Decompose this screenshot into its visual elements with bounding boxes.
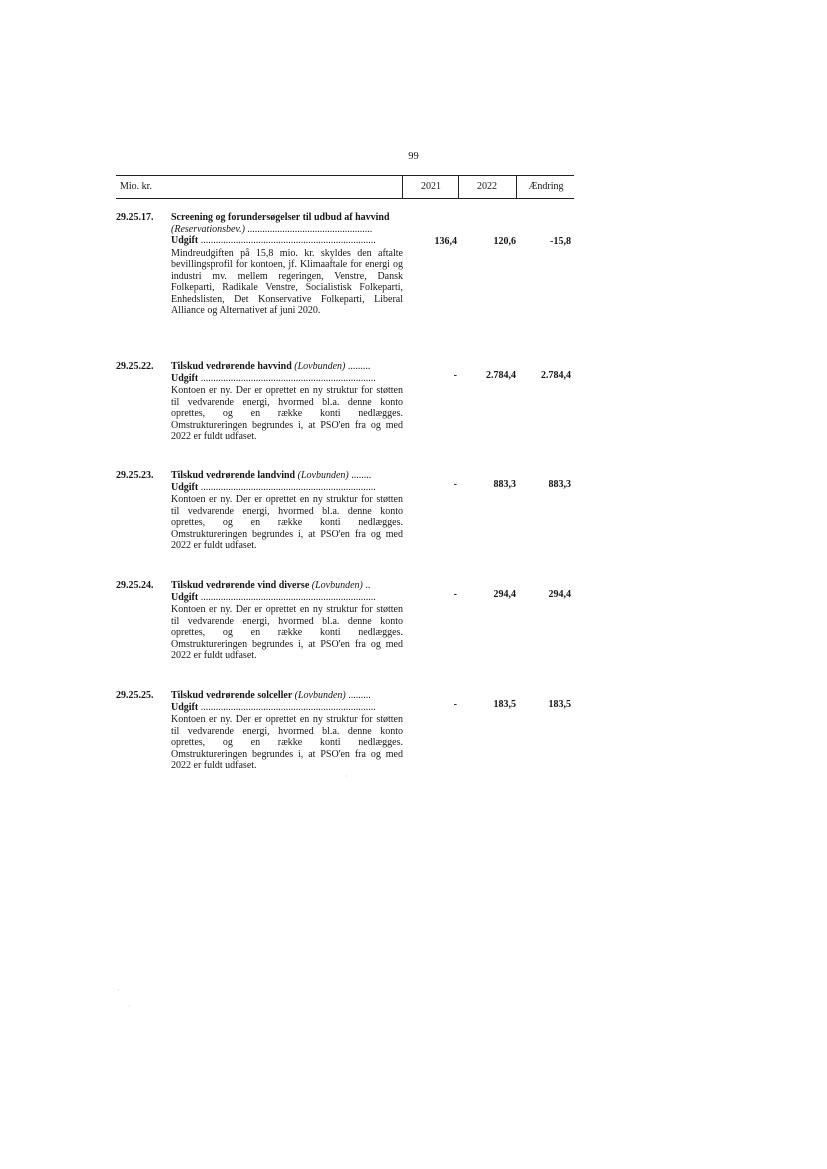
entry-body — [171, 470, 403, 552]
entry-body — [171, 580, 403, 662]
title-leader: ......... — [345, 361, 371, 372]
entry-code: 29.25.23. — [116, 470, 154, 481]
value-2021: - — [453, 479, 457, 490]
entry-title-text: Tilskud vedrørende havvind — [171, 361, 292, 372]
scan-speck: · — [117, 986, 120, 995]
budget-entry — [116, 580, 574, 672]
entry-title — [171, 690, 403, 702]
header-2022: 2022 — [458, 176, 515, 198]
entry-title-text: Screening og forundersøgelser til udbud af havvind — [171, 212, 390, 223]
budget-entry — [116, 470, 574, 562]
page-number: 99 — [408, 151, 419, 162]
entry-title — [171, 470, 403, 482]
udgift-label: Udgift — [171, 372, 199, 384]
entry-title-text: Tilskud vedrørende vind diverse — [171, 580, 310, 591]
udgift-line — [171, 482, 403, 494]
scan-speck: · — [128, 1002, 131, 1011]
scan-speck: · — [345, 772, 348, 781]
value-change: -15,8 — [550, 236, 571, 247]
entry-body — [171, 361, 403, 443]
title-note-text: (Lovbunden) — [294, 690, 346, 701]
value-2022: 120,6 — [493, 236, 516, 247]
entry-body — [171, 690, 403, 772]
title-note-text: (Lovbunden) — [297, 470, 349, 481]
value-change: 294,4 — [548, 589, 571, 600]
table-header — [116, 175, 574, 199]
udgift-label: Udgift — [171, 701, 199, 713]
title-leader: ........ — [348, 470, 372, 481]
header-unit: Mio. kr. — [120, 181, 152, 192]
value-2022: 883,3 — [493, 479, 516, 490]
value-2022: 183,5 — [493, 699, 516, 710]
entry-text: Kontoen er ny. Der er oprettet en ny struktur for støtten til vedvarende energi, hvormed bl.a. denne konto oprettes, og en række konti nedlægges. Omstruktureringen begrundes i, at PSO'en fra og med 2022 er fuldt udfaset. — [171, 604, 403, 661]
budget-entry — [116, 361, 574, 453]
title-leader: .. — [362, 580, 371, 591]
entry-code: 29.25.25. — [116, 690, 154, 701]
entry-title — [171, 212, 403, 224]
entry-text: Kontoen er ny. Der er oprettet en ny struktur for støtten til vedvarende energi, hvormed bl.a. denne konto oprettes, og en række konti nedlægges. Omstruktureringen begrundes i, at PSO'en fra og med 2022 er fuldt udfaset. — [171, 494, 403, 551]
entry-code: 29.25.22. — [116, 361, 154, 372]
udgift-line — [171, 702, 403, 714]
udgift-label: Udgift — [171, 481, 199, 493]
entry-code: 29.25.24. — [116, 580, 154, 591]
entry-title-note — [171, 224, 403, 236]
value-2021: - — [453, 699, 457, 710]
title-note-text: (Reservationsbev.) — [171, 223, 245, 235]
udgift-leader: ...................................................................... — [198, 372, 376, 384]
entry-title-text: Tilskud vedrørende landvind — [171, 470, 296, 481]
entry-title — [171, 361, 403, 373]
entry-body — [171, 212, 403, 317]
value-2022: 294,4 — [493, 589, 516, 600]
value-2021: 136,4 — [434, 236, 457, 247]
value-2022: 2.784,4 — [486, 370, 516, 381]
udgift-leader: ...................................................................... — [198, 481, 376, 493]
value-change: 183,5 — [548, 699, 571, 710]
title-leader: .................................................. — [244, 223, 373, 235]
budget-entry — [116, 690, 574, 782]
udgift-line — [171, 373, 403, 385]
udgift-line — [171, 592, 403, 604]
udgift-line — [171, 235, 403, 247]
udgift-label: Udgift — [171, 591, 199, 603]
value-change: 883,3 — [548, 479, 571, 490]
udgift-leader: ...................................................................... — [198, 701, 376, 713]
entry-text: Kontoen er ny. Der er oprettet en ny struktur for støtten til vedvarende energi, hvormed bl.a. denne konto oprettes, og en række konti nedlægges. Omstruktureringen begrundes i, at PSO'en fra og med 2022 er fuldt udfaset. — [171, 714, 403, 771]
title-note-text: (Lovbunden) — [311, 580, 363, 591]
value-2021: - — [453, 370, 457, 381]
entry-title — [171, 580, 403, 592]
title-note-text: (Lovbunden) — [294, 361, 346, 372]
entry-text: Mindreudgiften på 15,8 mio. kr. skyldes den aftalte bevillingsprofil for kontoen, jf. Klimaaftale for energi og industri mv. mellem regeringen, Venstre, Dansk Folkeparti, Radikale Venstre, Socialistisk Folkeparti, Enhedslisten, Det Konservative Folkeparti, Liberal Alliance og Alternativet af juni 2020. — [171, 247, 403, 316]
udgift-leader: ...................................................................... — [198, 591, 376, 603]
entry-title-text: Tilskud vedrørende solceller — [171, 690, 293, 701]
udgift-label: Udgift — [171, 235, 199, 246]
entry-code: 29.25.17. — [116, 212, 154, 223]
header-change: Ændring — [516, 176, 575, 198]
value-change: 2.784,4 — [541, 370, 571, 381]
budget-entry — [116, 212, 574, 342]
entry-text: Kontoen er ny. Der er oprettet en ny struktur for støtten til vedvarende energi, hvormed bl.a. denne konto oprettes, og en række konti nedlægges. Omstruktureringen begrundes i, at PSO'en fra og med 2022 er fuldt udfaset. — [171, 385, 403, 442]
title-leader: ......... — [345, 690, 371, 701]
header-2021: 2021 — [402, 176, 459, 198]
udgift-leader: ...................................................................... — [198, 235, 376, 246]
value-2021: - — [453, 589, 457, 600]
